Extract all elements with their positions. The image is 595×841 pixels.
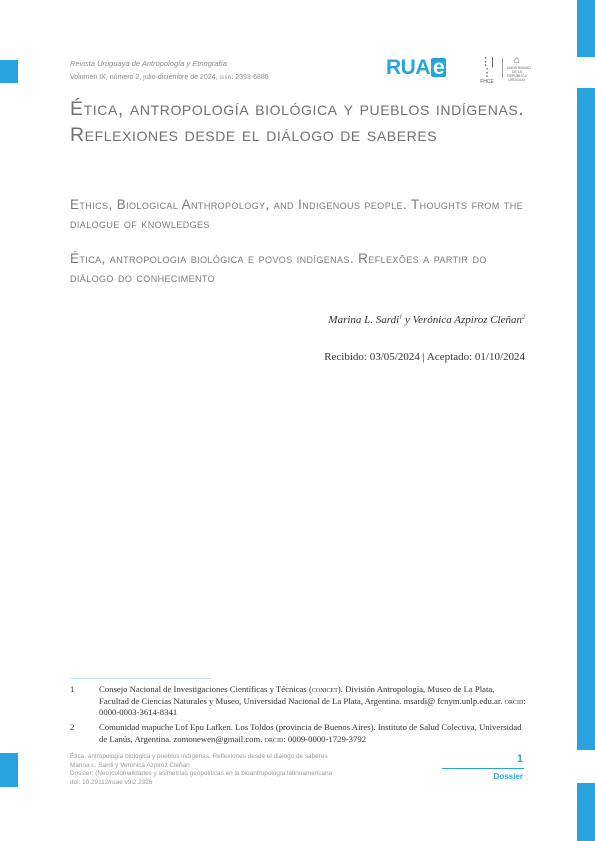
footnote-1-part-1: Consejo Nacional de Investigaciones Científicas y Técnicas ( [99,684,312,694]
fhce-logo [476,57,498,85]
right-edge-bar-middle [577,88,595,750]
footer-authors: Marina L. Sardi y Verónica Azpiroz Cleñan [70,761,190,769]
author-1-footnote-ref[interactable]: 1 [399,314,403,321]
ruae-logo [386,56,446,80]
title-portuguese: Ética, antropologia biológica e povos indígenas. Reflexões a partir do diálogo do conhecimento [70,251,487,285]
volume-text: Volumen IX, número 2, julio-diciembre de 2024, [70,74,218,81]
footnote-1-orcid: : 0000-0003-3614-8341 [99,695,526,717]
footnote-rule [70,678,212,679]
footnote-text [99,722,526,745]
journal-name: Revista Uruguaya de Antropología y Etnografía [70,59,227,68]
footnote-1 [70,684,526,719]
ruae-logo-text: RUA [386,56,430,79]
footnote-2 [70,722,526,745]
footnote-number: 1 [70,684,75,694]
footnote-1-conicet: conicet [311,684,338,694]
footnote-2-part-1: Comunidad mapuche Lof Epu Lafken. Los Toldos (provincia de Buenos Aires). Instituto de Salud Colectiva, Universidad de Lanús, Argentina. zomonewen@gmail.com. [99,722,522,744]
udelar-logo [507,55,531,82]
footnote-1-orcid-label: orcid [504,695,524,706]
footnote-2-orcid-label: orcid [264,733,284,744]
left-edge-marker-top [0,60,18,83]
author-2: Verónica Azpiroz Cleñan [412,314,522,326]
author-separator: y [402,314,413,326]
page-footer [70,753,430,787]
footnote-2-orcid: : 0009-0000-1729-3792 [283,733,367,744]
fhce-logo-icon: ⋮|⋮ [480,56,494,79]
title-english: Ethics, Biological Anthropology, and Indigenous people. Thoughts from the dialogue of knowledges [70,197,524,231]
authors-line [328,314,525,326]
volume-info [70,74,269,81]
udelar-logo-icon: ⌂ [513,55,521,66]
footer-doi[interactable]: doi: 10.29112/ruae.v9i2.2326 [70,778,153,786]
section-label: Dossier [493,772,523,781]
page-number: 1 [516,753,523,765]
fhce-logo-text: FHCE [480,79,494,85]
footnote-text [99,684,526,719]
footnote-number: 2 [70,722,75,732]
issn-label: issn [219,75,232,81]
received-accepted-dates: Recibido: 03/05/2024 | Aceptado: 01/10/2024 [324,351,525,363]
issn-value: : 2393-6886 [231,74,269,81]
footer-article-title: Ética, antropología biológica y pueblos indígenas. Reflexiones desde el diálogo de saberes [70,753,328,760]
footer-dossier: Dossier: (Neo)colonialidades y asimetrías geopolíticas en la bioantropología latinoamericana [70,770,333,778]
udelar-logo-text: UNIVERSIDAD DE LA REPÚBLICA URUGUAY [507,66,531,82]
logo-divider [502,58,503,78]
right-edge-bar-top [577,0,595,57]
left-edge-marker-bottom [0,753,18,787]
ruae-logo-e: e [433,56,445,79]
footnote-1-part-2: ). División Antropología, Museo de La Plata, Facultad de Ciencias Naturales y Museo, Universidad Nacional de La Plata, Argentina. msardi@ fcnym.unlp.edu.ar. [99,684,505,706]
footer-rule [442,768,524,769]
right-edge-bar-bottom [577,783,595,841]
author-2-footnote-ref[interactable]: 2 [522,314,525,321]
author-1: Marina L. Sardi [328,314,400,326]
title-spanish: Ética, antropología biológica y pueblos indígenas. Reflexiones desde el diálogo de saberes [70,98,525,146]
